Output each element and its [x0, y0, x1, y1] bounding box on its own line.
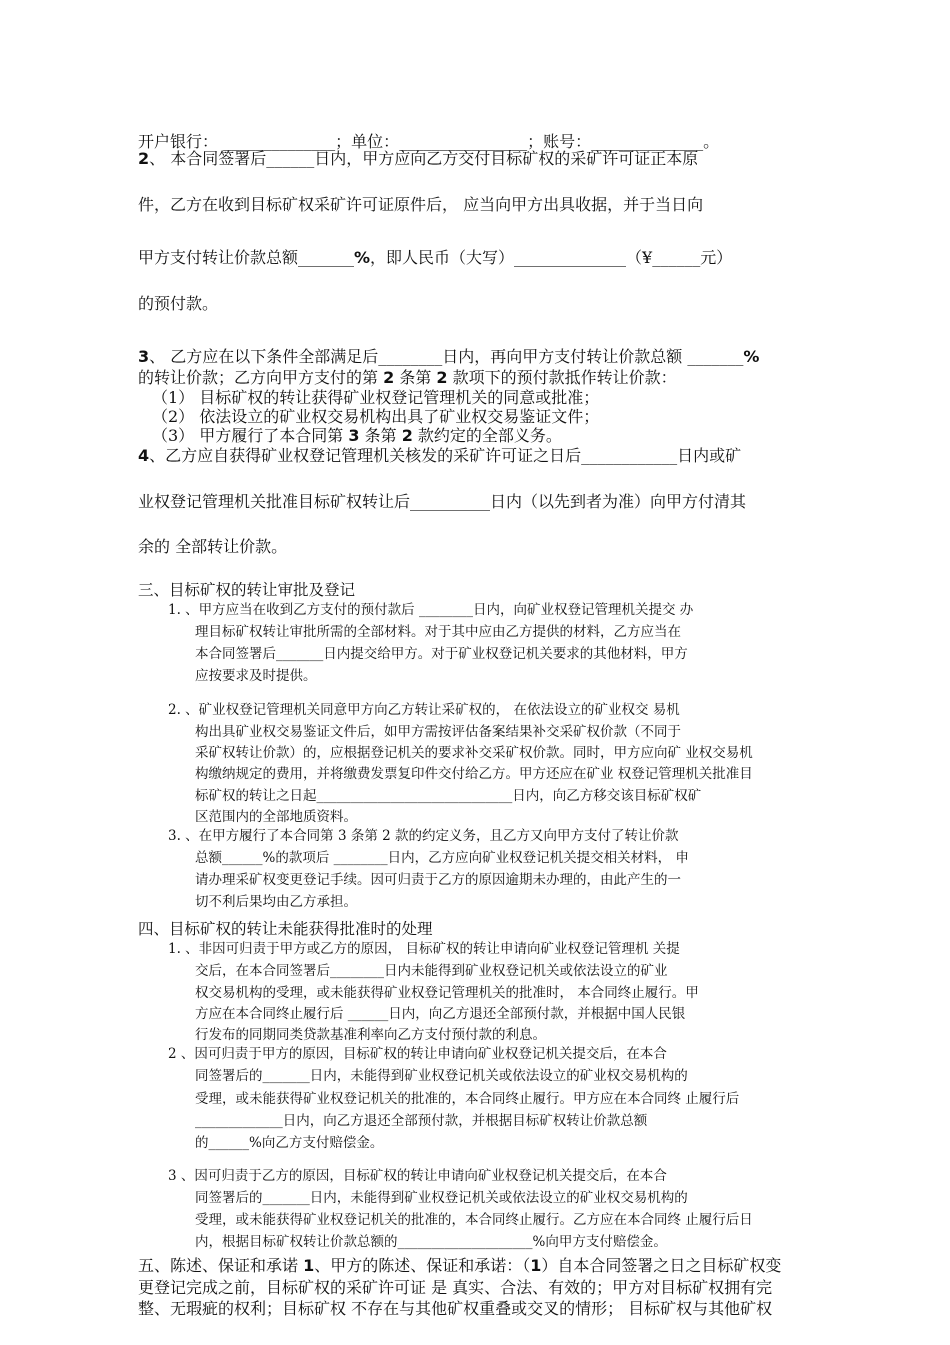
- sec4-item-1-line-4: 方应在本合同终止履行后 ______日内，向乙方退还全部预付款，并根据中国人民银: [195, 1006, 686, 1022]
- clause-3-line-2: [138, 370, 677, 386]
- sec3-item-2-line-4: 构缴纳规定的费用，并将缴费发票复印件交付给乙方。甲方还应在矿业 权登记管理机关批准目: [195, 766, 753, 782]
- clause-ref: 2: [436, 368, 448, 387]
- clause-text: 、乙方应自获得矿业权登记管理机关核发的采矿许可证之日后____________日内或矿: [149, 446, 742, 465]
- section-5-line-2: 更登记完成之前，目标矿权的采矿许可证 是 真实、合法、有效的；甲方对目标矿权拥有完: [138, 1278, 773, 1297]
- clause-text: 、 乙方应在以下条件全部满足后________日内，再向甲方支付转让价款总额 _______: [149, 347, 744, 366]
- clause-4-line-1: [138, 448, 741, 464]
- clause-text: ，即人民币（大写）______________（¥______元）: [370, 248, 733, 267]
- clause-text: 条第: [394, 368, 437, 387]
- section-4-heading: 四、目标矿权的转让未能获得批准时的处理: [138, 920, 433, 938]
- section-5-line-3: 整、无瑕疵的权利；目标矿权 不存在与其他矿权重叠或交叉的情形； 目标矿权与其他矿权: [138, 1299, 773, 1318]
- sec3-item-3-line-2: 总额______%的款项后 ________日内，乙方应向矿业权登记机关提交相关材料， 申: [195, 850, 689, 866]
- sec4-item-3-line-1: 3 、因可归责于乙方的原因，目标矿权的转让申请向矿业权登记机关提交后，在本合: [168, 1168, 667, 1184]
- clause-text: 、 本合同签署后______日内，甲方应向乙方交付目标矿权的采矿许可证正本原: [149, 149, 699, 168]
- clause-3-line-1: [138, 349, 759, 365]
- sec4-item-3-line-4: 内，根据目标矿权转让价款总额的____________________%向甲方支付赔偿金。: [195, 1234, 667, 1250]
- sec3-item-2-line-6: 区范围内的全部地质资料。: [195, 809, 357, 825]
- clause-text: 、甲方的陈述、保证和承诺：（: [314, 1256, 531, 1275]
- clause-4-line-2: 业权登记管理机关批准目标矿权转让后__________日内（以先到者为准）向甲方付清其: [138, 492, 747, 511]
- sec3-item-1-line-4: 应按要求及时提供。: [195, 668, 317, 684]
- sec4-item-1-line-1: 1. 、非因可归责于甲方或乙方的原因， 目标矿权的转让申请向矿业权登记管理机 关提: [168, 941, 680, 957]
- sec4-item-3-line-3: 受理，或未能获得矿业权登记机关的批准的，本合同终止履行。乙方应在本合同终 止履行后日: [195, 1212, 753, 1228]
- clause-2-line-3: [138, 250, 732, 266]
- section-3-heading: 三、目标矿权的转让审批及登记: [138, 581, 356, 599]
- condition-2: （2） 依法设立的矿业权交易机构出具了矿业权交易鉴证文件；: [152, 407, 600, 426]
- sec4-item-2-line-4: _____________日内，向乙方退还全部预付款，并根据目标矿权转让价款总额: [195, 1113, 648, 1129]
- clause-number: 1: [303, 1256, 315, 1275]
- sec3-item-2-line-1: 2. 、矿业权登记管理机关同意甲方向乙方转让采矿权的， 在依法设立的矿业权交 易机: [168, 702, 680, 718]
- sec3-item-3-line-1: 3. 、在甲方履行了本合同第 3 条第 2 款的约定义务，且乙方又向甲方支付了转让价款: [168, 828, 679, 844]
- sec4-item-2-line-5: 的______%向乙方支付赔偿金。: [195, 1135, 384, 1151]
- clause-text: 款项下的预付款抵作转让价款：: [447, 368, 677, 387]
- sec4-item-1-line-5: 行发布的同期同类贷款基准利率向乙方支付预付款的利息。: [195, 1027, 546, 1043]
- sec4-item-2-line-2: 同签署后的_______日内，未能得到矿业权登记机关或依法设立的矿业权交易机构的: [195, 1068, 688, 1084]
- clause-ref: 3: [348, 426, 360, 445]
- sec3-item-1-line-3: 本合同签署后_______日内提交给甲方。对于矿业权登记机关要求的其他材料，甲方: [195, 646, 688, 662]
- sec4-item-3-line-2: 同签署后的_______日内，未能得到矿业权登记机关或依法设立的矿业权交易机构的: [195, 1190, 688, 1206]
- sec3-item-1-line-2: 理目标矿权转让审批所需的全部材料。对于其中应由乙方提供的材料，乙方应当在: [195, 624, 681, 640]
- condition-1: （1） 目标矿权的转让获得矿业权登记管理机关的同意或批准；: [152, 388, 600, 407]
- sec3-item-3-line-4: 切不利后果均由乙方承担。: [195, 894, 357, 910]
- clause-text: 甲方支付转让价款总额_______: [138, 248, 355, 267]
- clause-text: 款约定的全部义务。: [412, 426, 562, 445]
- clause-number: 1: [530, 1256, 542, 1275]
- bank-info-line: 开户银行： ______________；单位：________________；账号：______________。: [138, 132, 720, 151]
- sec3-item-2-line-3: 采矿权转让价款）的，应根据登记机关的要求补交采矿权价款。同时，甲方应向矿 业权交易机: [195, 745, 753, 761]
- percent-sign: %: [354, 248, 371, 267]
- sec3-item-3-line-3: 请办理采矿权变更登记手续。因可归责于乙方的原因逾期未办理的，由此产生的一: [195, 872, 681, 888]
- clause-ref: 2: [383, 368, 395, 387]
- clause-text: （3） 甲方履行了本合同第: [152, 426, 349, 445]
- sec4-item-1-line-2: 交后，在本合同签署后________日内未能得到矿业权登记机关或依法设立的矿业: [195, 963, 668, 979]
- sec4-item-2-line-1: 2 、因可归责于甲方的原因，目标矿权的转让申请向矿业权登记机关提交后，在本合: [168, 1046, 667, 1062]
- condition-3: [152, 428, 562, 444]
- clause-number: 4: [138, 446, 150, 465]
- sec3-item-2-line-5: 标矿权的转让之日起_____________________________日内，向乙方移交该目标矿权矿: [195, 788, 702, 804]
- section-5-line-1: [138, 1258, 781, 1274]
- clause-text: 条第: [359, 426, 402, 445]
- sec4-item-2-line-3: 受理，或未能获得矿业权登记机关的批准的，本合同终止履行。甲方应在本合同终 止履行后: [195, 1091, 740, 1107]
- clause-text: 的转让价款；乙方向甲方支付的第: [138, 368, 384, 387]
- clause-4-line-3: 余的 全部转让价款。: [138, 537, 288, 556]
- clause-2-line-4: 的预付款。: [138, 294, 219, 313]
- sec4-item-1-line-3: 权交易机构的受理，或未能获得矿业权登记管理机关的批准时， 本合同终止履行。甲: [195, 985, 699, 1001]
- clause-2-line-1: [138, 151, 698, 167]
- sec3-item-2-line-2: 构出具矿业权交易鉴证文件后，如甲方需按评估备案结果补交采矿权价款（不同于: [195, 724, 681, 740]
- clause-number: 3: [138, 347, 150, 366]
- section-5-heading: 五、陈述、保证和承诺: [138, 1256, 304, 1275]
- clause-2-line-2: 件，乙方在收到目标矿权采矿许可证原件后， 应当向甲方出具收据，并于当日向: [138, 195, 704, 214]
- clause-ref: 2: [401, 426, 413, 445]
- clause-number: 2: [138, 149, 150, 168]
- percent-sign: %: [743, 347, 760, 366]
- clause-text: ）自本合同签署之日之目标矿权变: [541, 1256, 782, 1275]
- sec3-item-1-line-1: 1. 、甲方应当在收到乙方支付的预付款后 ________日内，向矿业权登记管理机关提交 办: [168, 602, 694, 618]
